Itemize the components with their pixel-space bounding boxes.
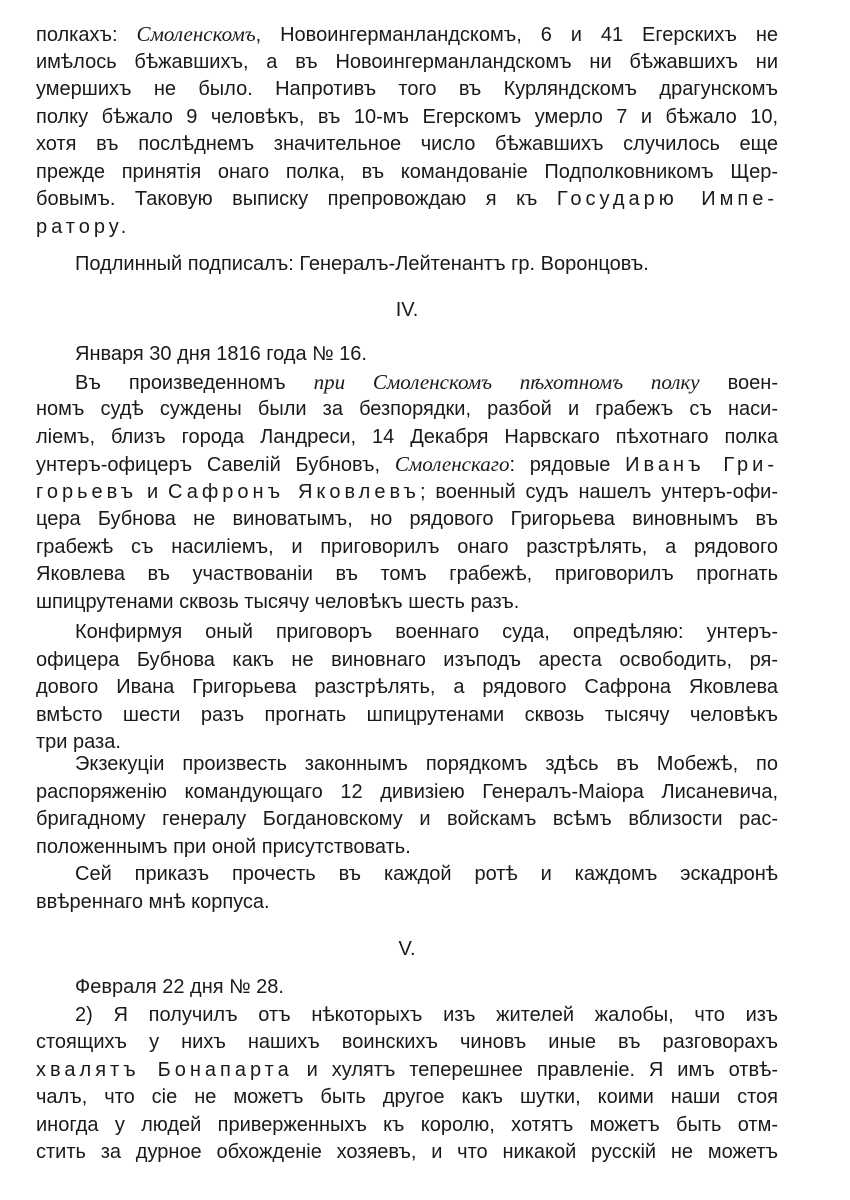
text-line: ввѣреннаго мнѣ корпуса. (36, 890, 270, 913)
order-16 (36, 341, 778, 616)
text-line: офицера Бубнова какъ не виновнаго изъподъ ареста освободить, ря- (36, 648, 778, 671)
section-heading-iv: IV. (395, 299, 419, 321)
text-line: ліемъ, близъ города Ландреси, 14 Декабря Нарвскаго пѣхотнаго полка (36, 425, 778, 448)
text-line: цера Бубнова не виноватымъ, но рядового Григорьева виновнымъ въ (36, 508, 778, 530)
order-date: Января 30 дня 1816 года № 16. (75, 343, 367, 365)
spaced-text: горьевъ (36, 480, 138, 503)
text-line: Яковлева въ участвованіи въ томъ грабежѣ, приговорилъ прогнать (36, 563, 778, 585)
spaced-text: Сафронъ Яковлевъ (168, 480, 420, 503)
spaced-text: хвалятъ Бонапарта (36, 1058, 293, 1081)
text: и хулятъ теперешнее правленіе. Я имъ отвѣ- (292, 1058, 778, 1081)
paragraph-order-reading (36, 861, 778, 916)
text-line (36, 451, 778, 479)
text-line: ратору. (36, 215, 131, 238)
section-heading-v: V. (398, 938, 416, 960)
text-line: Экзекуціи произвесть законнымъ порядкомъ здѣсь въ Мобежѣ, по (75, 753, 778, 775)
text-line: прежде принятія онаго полка, въ командованіе Подполковникомъ Щер- (36, 160, 778, 183)
text-line: положеннымъ при оной присутствовать. (36, 835, 411, 858)
text-line: номъ судѣ суждены были за безпорядки, разбой и грабежъ съ наси- (36, 398, 778, 420)
text: ; военный судъ нашелъ унтеръ-офи- (419, 480, 778, 503)
text-line: чалъ, что сіе не можетъ быть другое какъ шутки, коими наши стоя (36, 1086, 778, 1108)
text-line (36, 1057, 778, 1085)
text-line: распоряженію командующаго 12 дивизіею Генералъ-Маіора Лисаневича, (36, 780, 778, 803)
text: полкахъ: (36, 24, 137, 46)
italic-text: при Смоленскомъ пѣхотномъ полку (313, 369, 700, 394)
text-line: три раза. (36, 731, 121, 753)
text-line (36, 369, 778, 397)
text: и (137, 480, 169, 503)
text-line: имѣлось бѣжавшихъ, а въ Новоингерманландскомъ ни бѣжавшихъ ни (36, 50, 778, 73)
text: , Новоингерманландскомъ, 6 и 41 Егерскихъ не (255, 24, 778, 46)
text-line: 2) Я получилъ отъ нѣкоторыхъ изъ жителей жалобы, что изъ (75, 1003, 778, 1026)
text-line: бригадному генералу Богдановскому и войскамъ всѣмъ вблизости рас- (36, 808, 778, 830)
text-line (36, 21, 778, 49)
text-line: Конфирмуя оный приговоръ военнаго суда, опредѣляю: унтеръ- (75, 621, 778, 643)
order-date: Февраля 22 дня № 28. (75, 976, 284, 998)
text-line: стоящихъ у нихъ нашихъ воинскихъ чиновъ иные въ разговорахъ (36, 1031, 778, 1053)
order-28 (36, 974, 778, 1167)
text: : рядовые (509, 454, 626, 476)
text: унтеръ-офицеръ Савелій Бубновъ, (36, 454, 395, 476)
text-line: умершихъ не было. Напротивъ того въ Курляндскомъ драгунскомъ (36, 78, 778, 100)
signature-line (36, 251, 778, 279)
italic-text: Смоленскомъ (136, 22, 256, 46)
text: бовымъ. Таковую выписку препровождаю я къ (36, 188, 557, 210)
signature-text: Подлинный подписалъ: Генералъ-Лейтенантъ гр. Воронцовъ. (75, 253, 649, 275)
text-line (36, 186, 778, 214)
text-line: полку бѣжало 9 человѣкъ, въ 10-мъ Егерскомъ умерло 7 и бѣжало 10, (36, 105, 778, 128)
text-line: иногда у людей приверженныхъ къ королю, хотятъ можетъ быть отм- (36, 1113, 778, 1136)
text-line: стить за дурное обхожденіе хозяевъ, и что никакой русскій не можетъ (36, 1141, 778, 1163)
spaced-text: Иванъ Гри- (625, 454, 778, 476)
text-line: грабежѣ съ насиліемъ, и приговорилъ онаго разстрѣлять, а рядового (36, 535, 778, 558)
text-line (36, 479, 778, 507)
text-line: Сей приказъ прочесть въ каждой ротѣ и каждомъ эскадронѣ (75, 863, 778, 885)
text-line: хотя въ послѣднемъ значительное число бѣжавшихъ случилось еще (36, 133, 778, 155)
text-line: шпицрутенами сквозь тысячу человѣкъ шесть разъ. (36, 590, 520, 613)
paragraph-continuation (36, 21, 778, 241)
spaced-text: Государю Импе- (556, 188, 778, 210)
text: воен- (699, 371, 778, 394)
text-line: вмѣсто шести разъ прогнать шпицрутенами сквозь тысячу человѣкъ (36, 703, 778, 726)
italic-text: Смоленскаго (394, 452, 510, 476)
text-line: дового Ивана Григорьева разстрѣлять, а рядового Сафрона Яковлева (36, 676, 778, 698)
text: Въ произведенномъ (75, 371, 314, 394)
paragraph-execution (36, 751, 778, 861)
paragraph-confirmation (36, 619, 778, 757)
